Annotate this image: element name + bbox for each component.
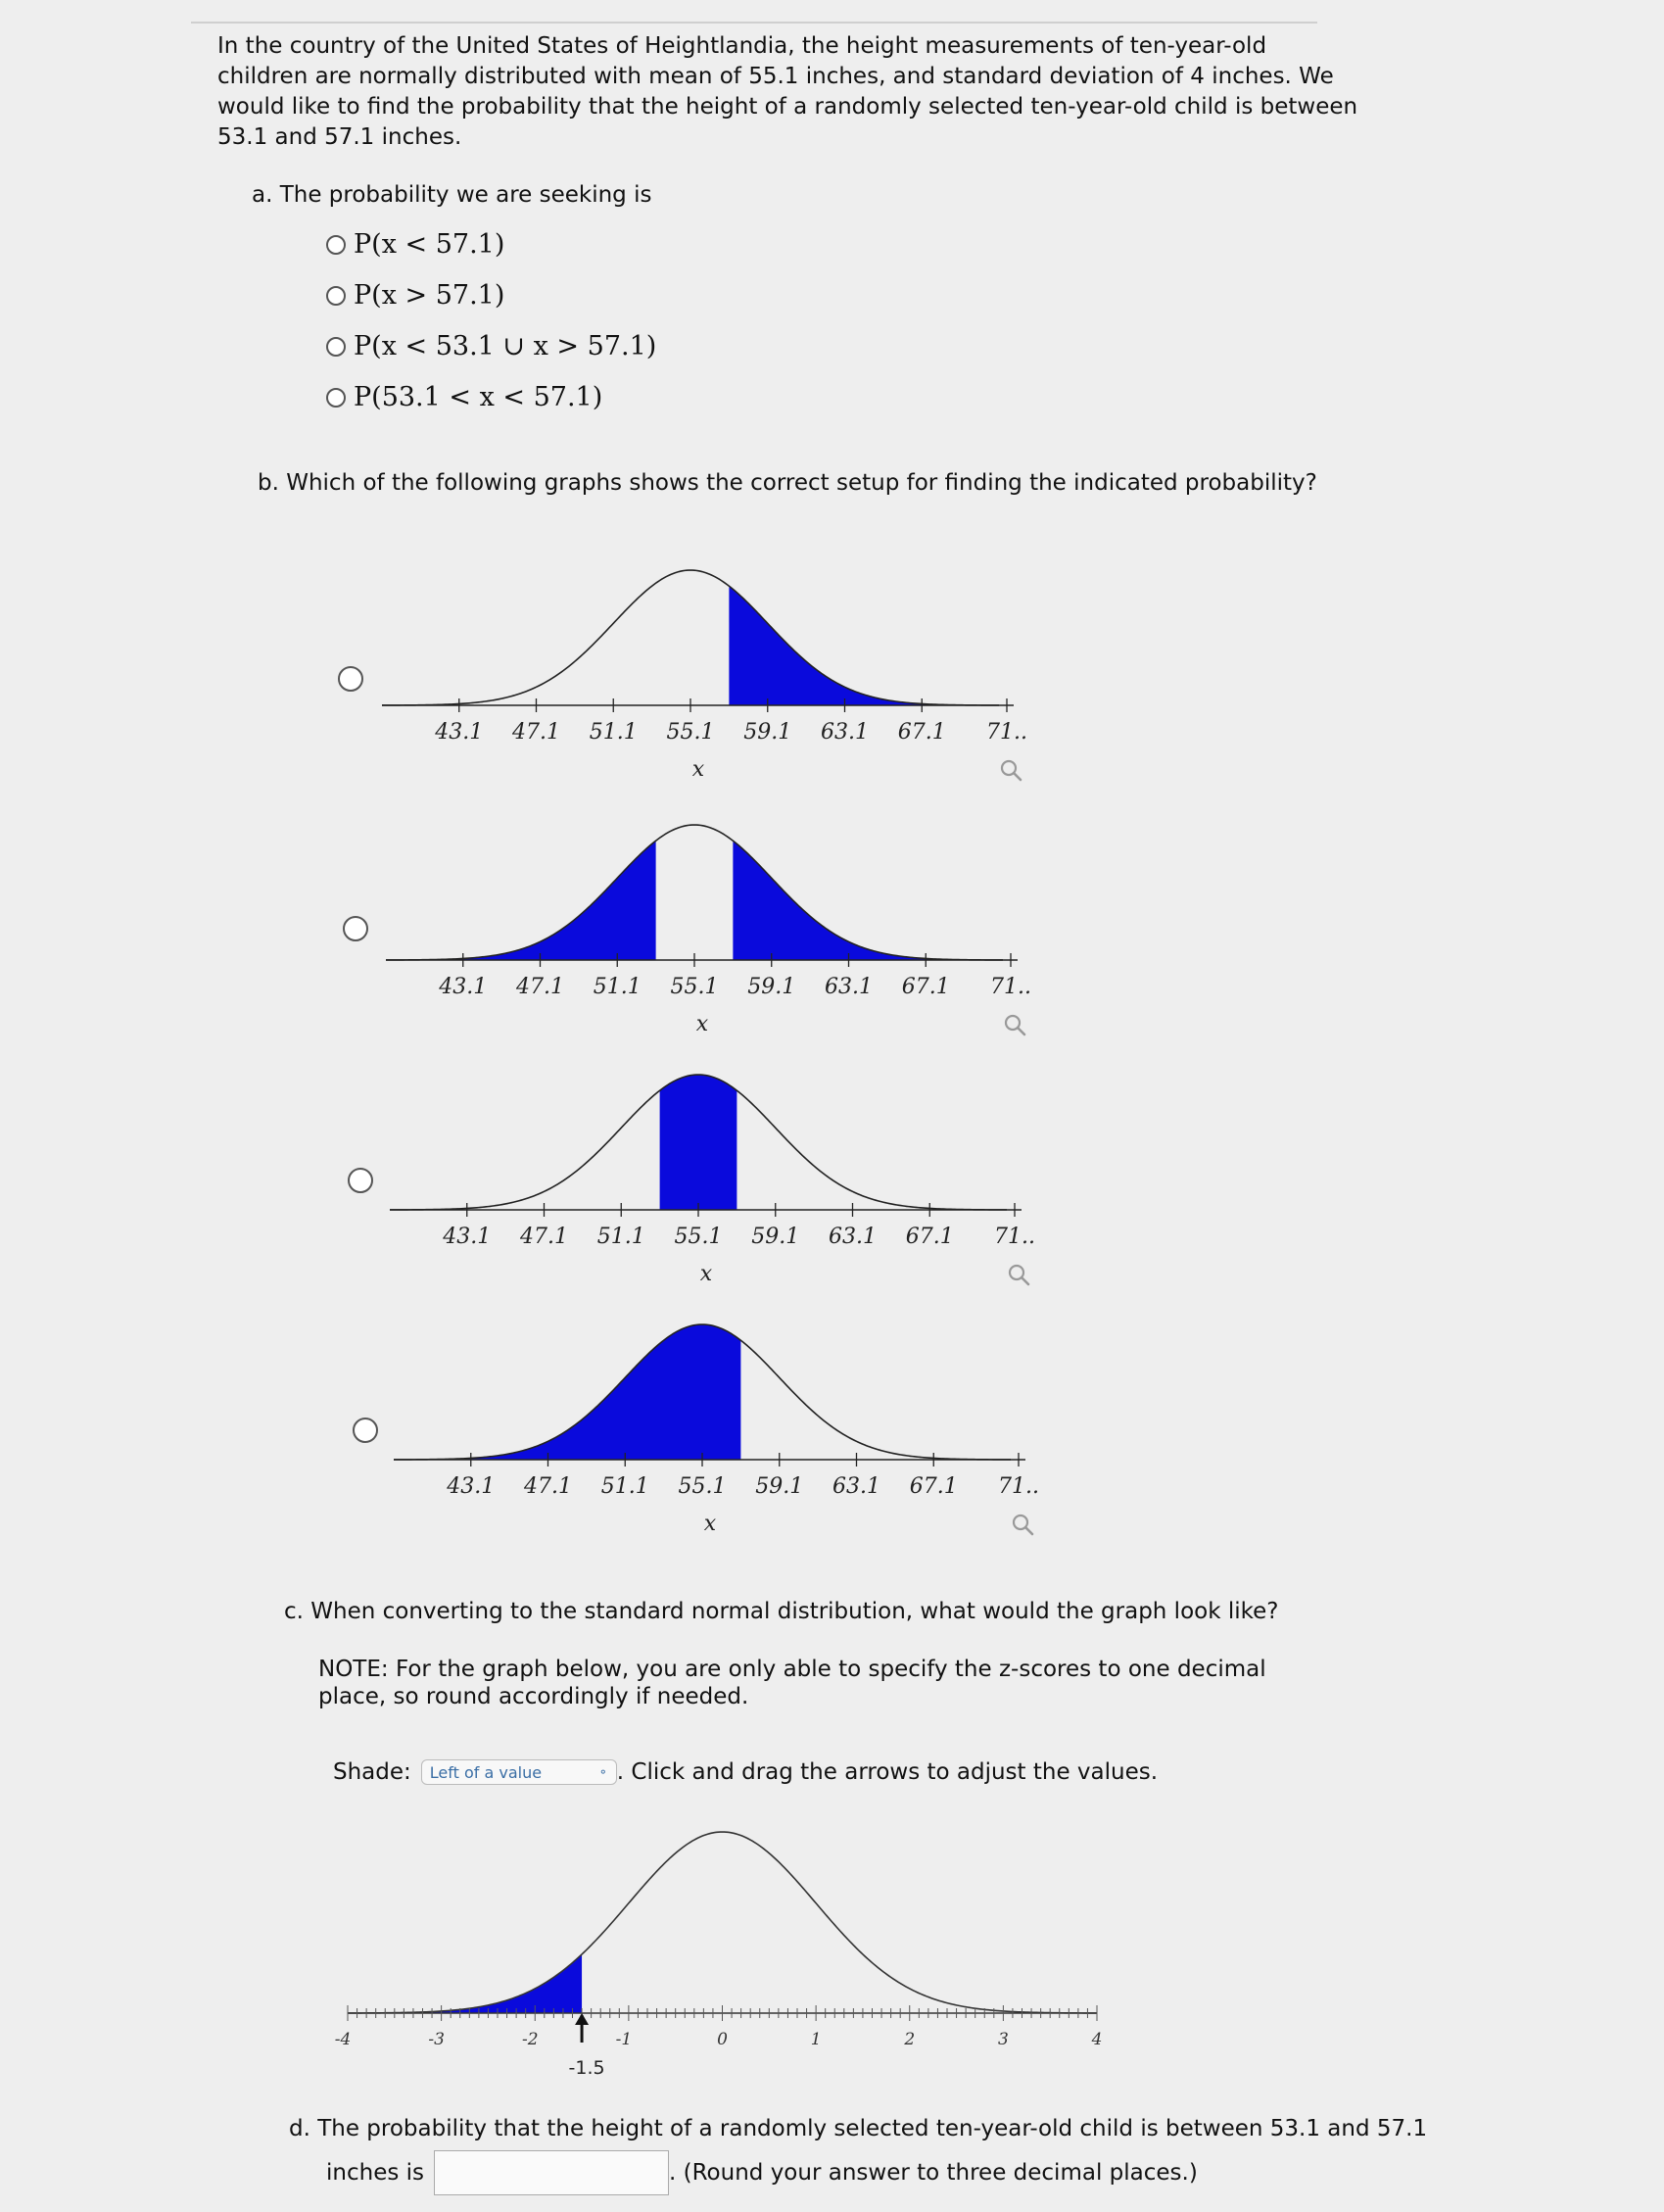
- shaded-region: [733, 841, 1003, 960]
- tick-label: 55.1: [670, 975, 719, 999]
- z-tick-label: -2: [521, 2030, 539, 2049]
- tick-label: 43.1: [443, 1225, 492, 1249]
- shade-row: [333, 1759, 1158, 1785]
- tick-label: 71..: [994, 1225, 1035, 1249]
- top-border: [191, 0, 1317, 24]
- shaded-region: [660, 1075, 737, 1210]
- probability-answer-input[interactable]: [434, 2150, 669, 2195]
- tick-label: 43.1: [435, 720, 484, 745]
- axis-label: x: [703, 1512, 717, 1536]
- tick-label: 67.1: [897, 720, 946, 745]
- tick-label: 67.1: [909, 1474, 958, 1499]
- tick-label: 63.1: [829, 1225, 877, 1249]
- standard-normal-graph: [323, 1817, 1126, 2092]
- tick-label: 71..: [998, 1474, 1039, 1499]
- shade-select-value: Left of a value: [429, 1762, 543, 1782]
- tick-label: 59.1: [751, 1225, 800, 1249]
- tick-label: 51.1: [589, 720, 638, 745]
- z-tick-label: -1: [615, 2030, 633, 2049]
- tick-label: 55.1: [678, 1474, 727, 1499]
- z-tick-label: 3: [997, 2030, 1009, 2049]
- tick-label: 55.1: [674, 1225, 723, 1249]
- radio-button[interactable]: [326, 286, 346, 306]
- z-tick-label: 1: [810, 2030, 822, 2049]
- option-a1[interactable]: [326, 229, 504, 260]
- tick-label: 59.1: [747, 975, 796, 999]
- select-chevron-icon: ⚬: [597, 1765, 608, 1779]
- z-tick-label: 2: [904, 2030, 916, 2049]
- tick-label: 67.1: [901, 975, 950, 999]
- zoom-icon[interactable]: [1014, 1515, 1032, 1534]
- tick-label: 51.1: [600, 1474, 649, 1499]
- tick-label: 51.1: [593, 975, 642, 999]
- shaded-region: [729, 586, 999, 705]
- part-d-pre: inches is: [326, 2160, 425, 2186]
- radio-button[interactable]: [326, 388, 346, 408]
- tick-label: 63.1: [825, 975, 873, 999]
- shade-instruction: . Click and drag the arrows to adjust the values.: [616, 1759, 1159, 1785]
- graph-option-radio[interactable]: [348, 1168, 373, 1193]
- part-c-label: c. When converting to the standard normal distribution, what would the graph look like?: [284, 1599, 1279, 1624]
- tick-label: 71..: [986, 720, 1027, 745]
- shade-select[interactable]: [421, 1759, 617, 1785]
- radio-button[interactable]: [326, 235, 346, 255]
- drag-arrow-handle[interactable]: [575, 2013, 589, 2043]
- z-tick-label: 0: [717, 2030, 728, 2049]
- part-a-label: a. The probability we are seeking is: [252, 182, 652, 208]
- part-d-line1: d. The probability that the height of a randomly selected ten-year-old child is between 53.1 and 57.1: [289, 2116, 1428, 2141]
- radio-button[interactable]: [326, 337, 346, 357]
- option-text: P(x > 57.1): [354, 280, 505, 311]
- normal-curve-graph-1: [372, 558, 1027, 782]
- tick-label: 55.1: [666, 720, 715, 745]
- zoom-icon[interactable]: [1002, 761, 1021, 780]
- option-a3[interactable]: [326, 331, 656, 361]
- graph-option-radio[interactable]: [353, 1418, 378, 1443]
- part-b-label: b. Which of the following graphs shows the correct setup for finding the indicated probability?: [258, 470, 1317, 496]
- tick-label: 59.1: [743, 720, 792, 745]
- arrow-value-label: -1.5: [568, 2057, 605, 2079]
- option-text: P(x < 53.1 ∪ x > 57.1): [354, 331, 657, 361]
- z-tick-label: 4: [1091, 2030, 1103, 2049]
- z-tick-label: -4: [334, 2030, 352, 2049]
- normal-curve: [386, 825, 1003, 960]
- tick-label: 63.1: [821, 720, 869, 745]
- tick-label: 63.1: [832, 1474, 880, 1499]
- axis-label: x: [699, 1262, 713, 1286]
- part-c-note: NOTE: For the graph below, you are only able to specify the z-scores to one decimal place, so round accordingly if needed.: [318, 1657, 1266, 1709]
- part-d-post: . (Round your answer to three decimal places.): [669, 2160, 1198, 2186]
- tick-label: 47.1: [516, 975, 564, 999]
- z-tick-label: -3: [428, 2030, 445, 2049]
- tick-label: 43.1: [439, 975, 488, 999]
- tick-label: 47.1: [524, 1474, 572, 1499]
- tick-label: 71..: [990, 975, 1031, 999]
- normal-curve-graph-4: [384, 1313, 1039, 1536]
- problem-statement: In the country of the United States of Heightlandia, the height measurements of ten-year-old children are normally distributed with mean of 55.1 inches, and standard deviation of 4 inches. We would like to find the probability that the height of a randomly selected ten-year-old child is between 53.1 and 57.1 inches.: [217, 33, 1358, 150]
- normal-curve-graph-2: [376, 813, 1031, 1036]
- tick-label: 47.1: [520, 1225, 568, 1249]
- tick-label: 67.1: [905, 1225, 954, 1249]
- normal-curve-graph-3: [380, 1063, 1035, 1286]
- zoom-icon[interactable]: [1010, 1266, 1028, 1284]
- graph-option-radio[interactable]: [343, 916, 368, 941]
- shaded-region: [348, 1954, 582, 2013]
- option-a4[interactable]: [326, 382, 602, 412]
- zoom-icon[interactable]: [1006, 1016, 1024, 1034]
- graph-option-radio[interactable]: [338, 666, 363, 692]
- shaded-region: [386, 841, 656, 960]
- tick-label: 59.1: [755, 1474, 804, 1499]
- standard-normal-curve: [348, 1832, 1097, 2013]
- part-d-line2: [326, 2150, 1198, 2195]
- tick-label: 47.1: [512, 720, 560, 745]
- shaded-region: [394, 1324, 740, 1460]
- option-a2[interactable]: [326, 280, 504, 311]
- axis-label: x: [691, 757, 705, 782]
- tick-label: 51.1: [596, 1225, 645, 1249]
- normal-curve: [382, 570, 999, 705]
- option-text: P(x < 57.1): [354, 229, 505, 260]
- axis-label: x: [695, 1012, 709, 1036]
- option-text: P(53.1 < x < 57.1): [354, 382, 603, 412]
- shade-label: Shade:: [333, 1759, 411, 1785]
- tick-label: 43.1: [447, 1474, 496, 1499]
